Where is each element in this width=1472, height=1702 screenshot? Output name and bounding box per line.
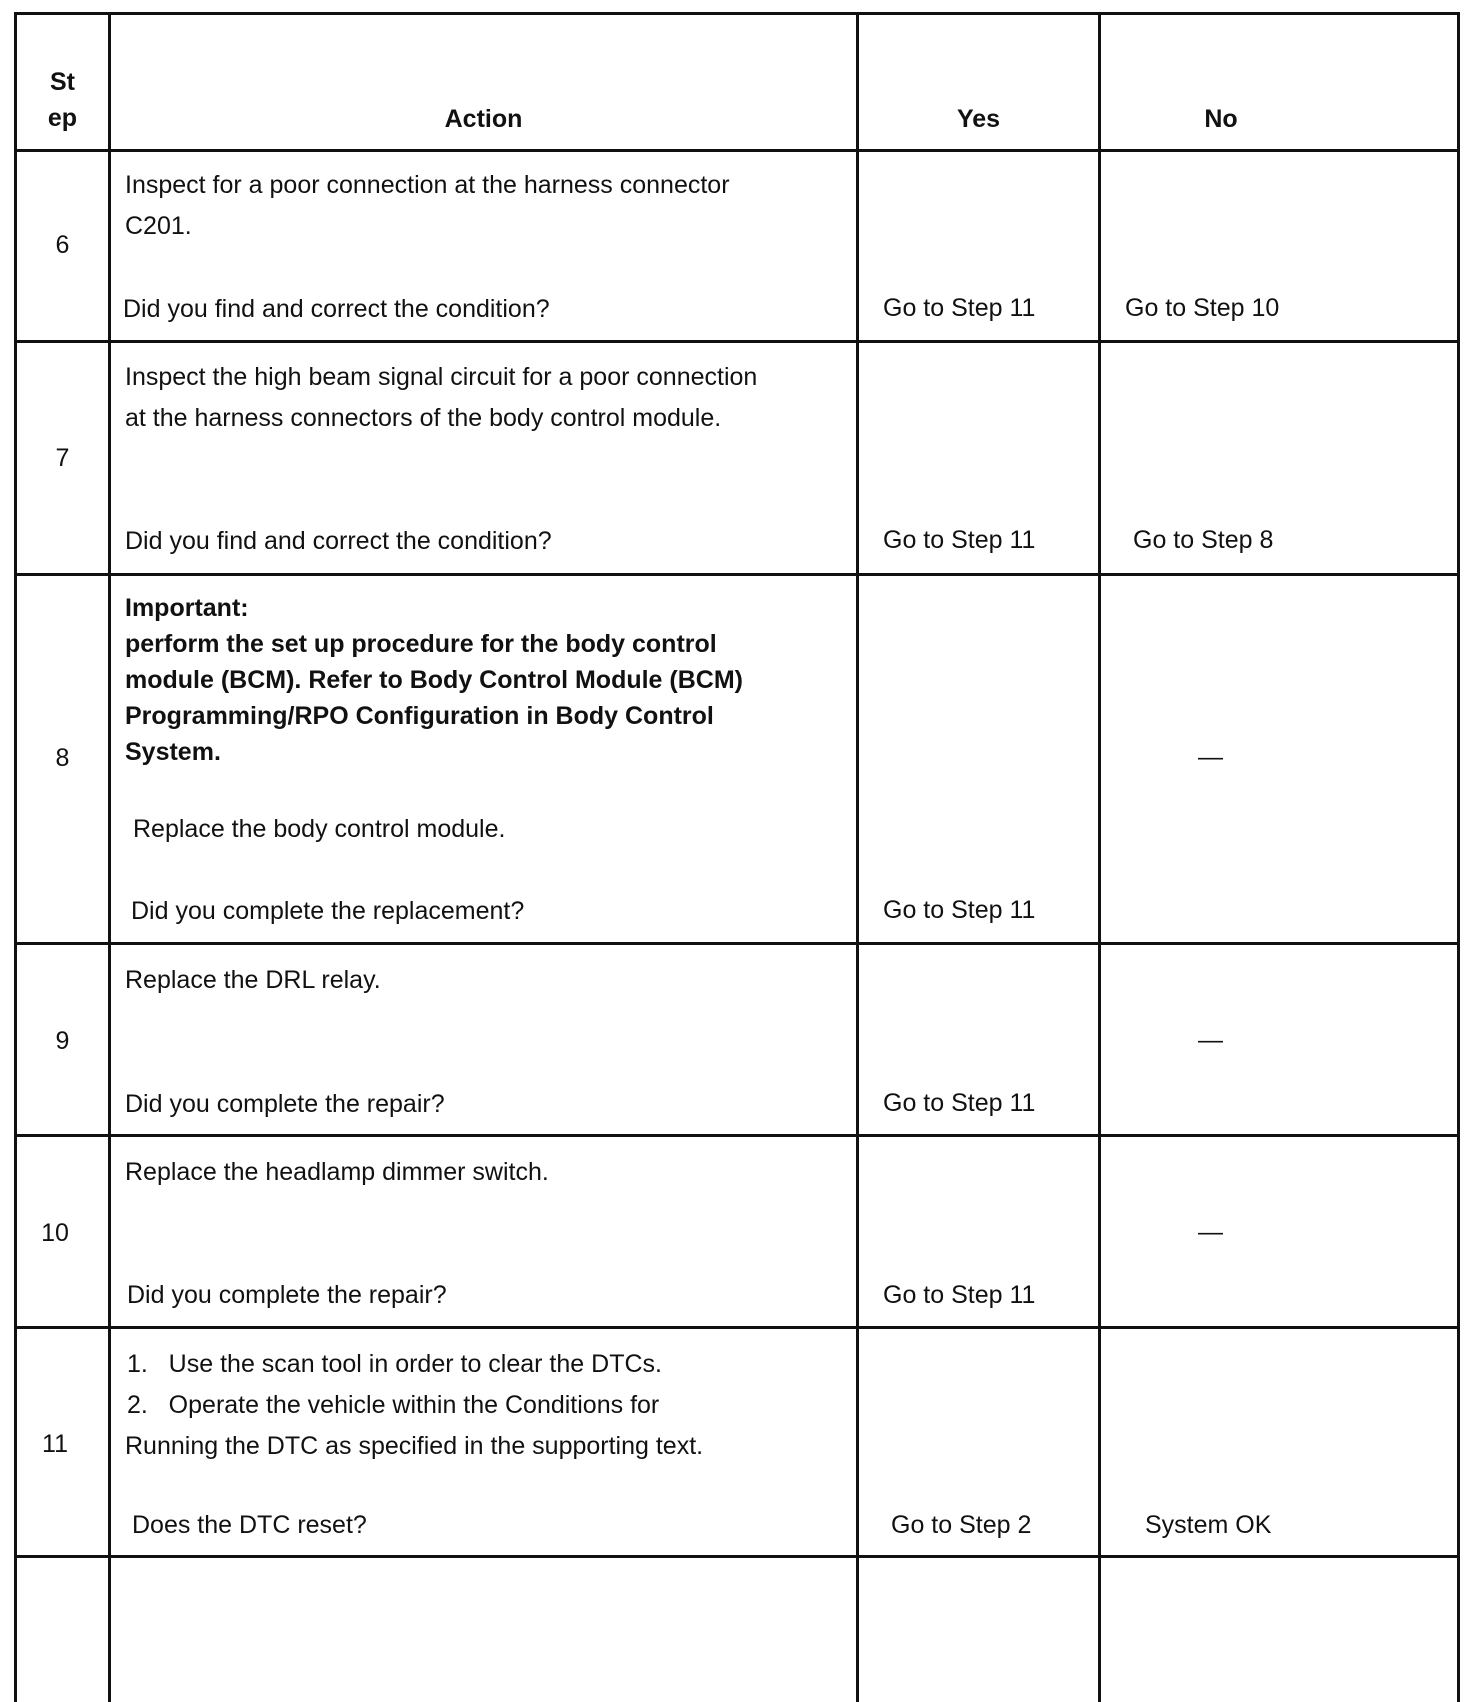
yes-result: Go to Step 11 [883,294,1036,322]
column-divider [856,15,859,1702]
header-yes: Yes [956,105,1001,133]
action-text: Inspect the high beam signal circuit for a poor connection [125,363,758,391]
important-text: perform the set up procedure for the body control [125,630,717,658]
yes-result: Go to Step 11 [883,1281,1036,1309]
step-number: 6 [55,231,70,259]
step-number: 11 [42,1430,68,1458]
header-step-line2: ep [47,104,78,132]
action-text: Replace the headlamp dimmer switch. [125,1158,549,1186]
yes-result: Go to Step 11 [883,1089,1036,1117]
action-text: Replace the body control module. [133,815,506,843]
action-text: Replace the DRL relay. [125,966,381,994]
action-text: Inspect for a poor connection at the harness connector [125,171,730,199]
no-result: Go to Step 8 [1133,526,1274,554]
action-text: 1. Use the scan tool in order to clear the DTCs. [127,1350,662,1378]
row-divider [17,1134,1457,1137]
yes-result: Go to Step 2 [891,1511,1032,1539]
action-text: Running the DTC as specified in the supporting text. [125,1432,704,1460]
step-number: 9 [55,1027,70,1055]
header-step [17,67,108,133]
header-step-line1: St [50,68,75,96]
important-text: System. [125,738,221,766]
no-result-dash: — [1198,743,1223,771]
row-divider [17,340,1457,343]
step-number: 8 [55,744,70,772]
step-number: 10 [41,1219,69,1247]
header-action: Action [444,105,523,133]
important-text: module (BCM). Refer to Body Control Module (BCM) [125,666,743,694]
no-result: System OK [1145,1511,1272,1539]
row-divider [17,573,1457,576]
action-text: 2. Operate the vehicle within the Conditions for [127,1391,660,1419]
diagnostic-table [14,12,1460,1702]
row-divider [17,1326,1457,1329]
important-text: Programming/RPO Configuration in Body Control [125,702,714,730]
no-result-dash: — [1198,1026,1223,1054]
column-divider [108,15,111,1702]
row-divider [17,149,1457,152]
step-number: 7 [55,444,70,472]
yes-result: Go to Step 11 [883,526,1036,554]
row-divider [17,1555,1457,1558]
question-text: Did you complete the repair? [127,1281,447,1309]
question-text: Does the DTC reset? [132,1511,367,1539]
yes-result: Go to Step 11 [883,896,1036,924]
question-text: Did you complete the replacement? [131,897,525,925]
important-label: Important: [125,594,249,622]
question-text: Did you complete the repair? [125,1090,445,1118]
action-text: at the harness connectors of the body control module. [125,404,722,432]
column-divider [1098,15,1101,1702]
question-text: Did you find and correct the condition? [123,295,550,323]
no-result-dash: — [1198,1218,1223,1246]
action-text: C201. [125,212,192,240]
question-text: Did you find and correct the condition? [125,527,552,555]
no-result: Go to Step 10 [1125,294,1280,322]
row-divider [17,942,1457,945]
header-no: No [1204,105,1238,133]
